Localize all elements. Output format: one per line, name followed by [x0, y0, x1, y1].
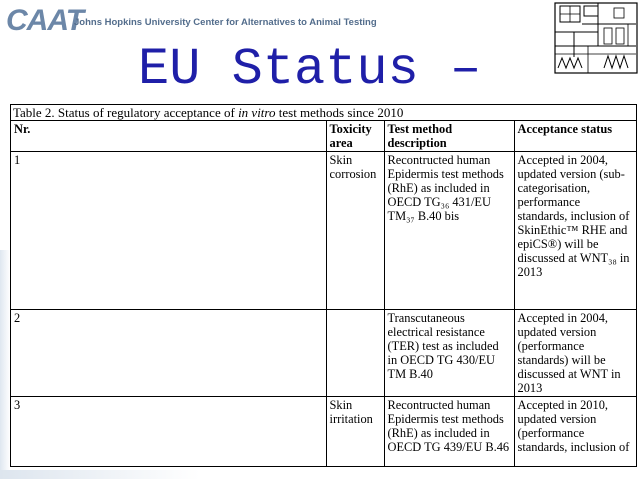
- bottom-divider: [10, 466, 636, 467]
- row-area: Skin corrosion: [326, 152, 384, 310]
- caption-emphasis: in vitro: [238, 105, 276, 120]
- slide-title: EU Status –: [138, 40, 482, 99]
- header-acceptance-status: Acceptance status: [514, 121, 636, 152]
- header-nr: Nr.: [11, 121, 326, 152]
- row-status: Accepted in 2010, updated version (performance standards, inclusion of: [514, 397, 636, 468]
- row-nr: 2: [11, 310, 326, 397]
- header-test-method: Test method description: [384, 121, 514, 152]
- row-nr: 3: [11, 397, 326, 468]
- left-decor-band: [0, 250, 10, 479]
- row-description: Recontructed human Epidermis test methods (RhE) as included in OECD TG₃₆ 431/EU TM₃₇ B.40 bis: [384, 152, 514, 310]
- caat-logo: [6, 4, 377, 42]
- row-area: Skin irritation: [326, 397, 384, 468]
- schematic-diagram-icon: [554, 2, 638, 74]
- regulatory-status-table: [10, 104, 637, 467]
- logo-org-name: Johns Hopkins University Center for Alternatives to Animal Testing: [74, 17, 377, 28]
- logo-mark: CAAT: [6, 4, 84, 37]
- row-status: Accepted in 2004, updated version (performance standards) will be discussed at WNT in 2013: [514, 310, 636, 397]
- table-header-row: [11, 121, 636, 152]
- table-row: [11, 397, 636, 468]
- row-description: Recontructed human Epidermis test methods (RhE) as included in OECD TG 439/EU B.46: [384, 397, 514, 468]
- table-caption: Table 2. Status of regulatory acceptance of in vitro test methods since 2010: [11, 105, 636, 121]
- row-nr: 1: [11, 152, 326, 310]
- row-description: Transcutaneous electrical resistance (TER) test as included in OECD TG 430/EU TM B.40: [384, 310, 514, 397]
- row-area: [326, 310, 384, 397]
- table-row: [11, 152, 636, 310]
- bottom-decor-band: [0, 470, 200, 479]
- row-status: Accepted in 2004, updated version (sub-categorisation, performance standards, inclusion of SkinEthic™ RHE and epiCS®) will be discussed at WNT₃₈ in 2013: [514, 152, 636, 310]
- header-toxicity-area: Toxicity area: [326, 121, 384, 152]
- table-row: [11, 310, 636, 397]
